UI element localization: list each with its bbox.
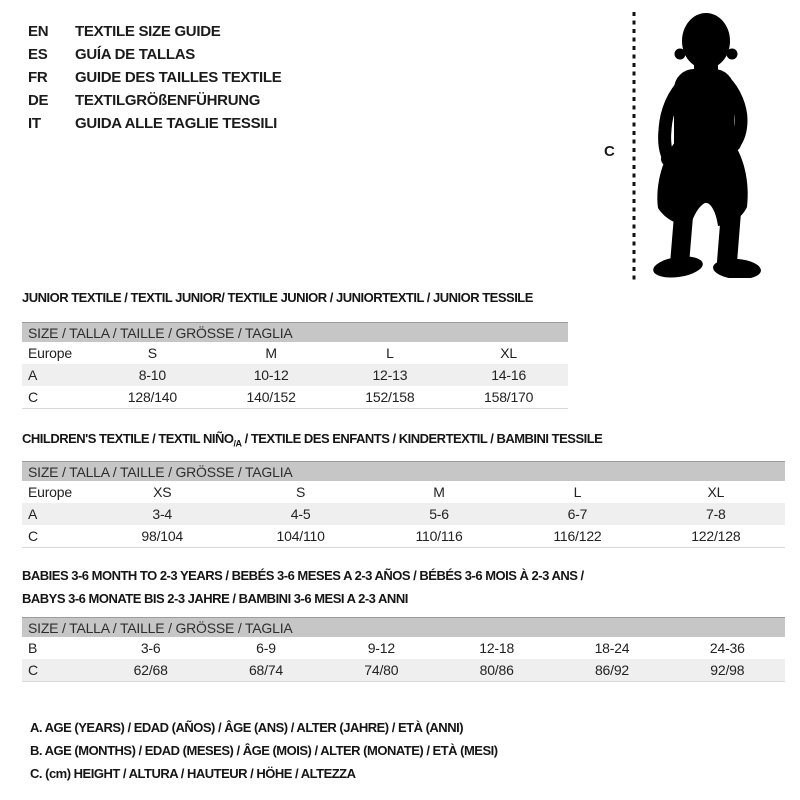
language-row [28, 112, 281, 135]
table-row [22, 637, 785, 659]
babies-size-bar: SIZE / TALLA / TAILLE / GRÖSSE / TAGLIA [22, 617, 785, 637]
language-row [28, 89, 281, 112]
table-row [22, 342, 568, 364]
row-label: C [28, 528, 38, 544]
row-label: Europe [28, 484, 72, 500]
baby-silhouette-icon [644, 12, 768, 278]
size-cell: XL [500, 345, 517, 361]
size-cell: 9-12 [367, 640, 395, 656]
size-cell: XL [707, 484, 725, 500]
size-cell: 116/122 [553, 528, 602, 544]
size-cell: L [573, 484, 582, 500]
size-cell: 68/74 [248, 662, 284, 678]
language-title: GUIDE DES TAILLES TEXTILE [75, 69, 282, 86]
size-cell: 104/110 [276, 528, 325, 544]
size-cell: 3-6 [140, 640, 161, 656]
language-row [28, 20, 281, 43]
measure-label-c: C [604, 143, 615, 160]
size-cell: 140/152 [246, 389, 296, 405]
language-title: GUIDA ALLE TAGLIE TESSILI [75, 115, 277, 132]
size-cell: M [433, 484, 445, 500]
junior-section-heading: JUNIOR TEXTILE / TEXTIL JUNIOR/ TEXTILE JUNIOR / JUNIORTEXTIL / JUNIOR TESSILE [22, 290, 533, 305]
children-section-heading [22, 430, 602, 453]
language-code: DE [28, 92, 49, 109]
height-measure-dashed-line [631, 12, 637, 280]
children-size-bar: SIZE / TALLA / TAILLE / GRÖSSE / TAGLIA [22, 461, 785, 481]
size-cell: 80/86 [479, 662, 514, 678]
size-cell: 158/170 [484, 389, 534, 405]
size-cell: 3-4 [152, 506, 173, 522]
size-cell: M [265, 345, 277, 361]
table-row [22, 364, 568, 386]
measure-legend [30, 716, 498, 785]
size-cell: 24-36 [709, 640, 745, 656]
babies-heading-line2: BABYS 3-6 MONATE BIS 2-3 JAHRE / BAMBINI 3-6 MESI A 2-3 ANNI [22, 591, 408, 606]
junior-size-bar: SIZE / TALLA / TAILLE / GRÖSSE / TAGLIA [22, 322, 568, 342]
row-label: B [28, 640, 38, 656]
size-cell: 122/128 [691, 528, 741, 544]
row-label: C [28, 389, 38, 405]
size-cell: 74/80 [364, 662, 399, 678]
size-cell: 5-6 [429, 506, 449, 522]
language-row [28, 43, 281, 66]
children-heading-post: / TEXTILE DES ENFANTS / KINDERTEXTIL / BAMBINI TESSILE [241, 431, 603, 446]
language-code: IT [28, 115, 41, 132]
language-code: EN [28, 23, 49, 40]
language-code: FR [28, 69, 48, 86]
size-cell: 10-12 [253, 367, 289, 383]
size-cell: 4-5 [290, 506, 311, 522]
language-title: TEXTILE SIZE GUIDE [75, 23, 221, 40]
size-cell: 98/104 [141, 528, 184, 544]
children-heading-pre: CHILDREN'S TEXTILE / TEXTIL NIÑO [22, 431, 234, 446]
size-cell: 7-8 [706, 506, 726, 522]
language-list [28, 20, 281, 135]
language-row [28, 66, 281, 89]
babies-size-table [22, 617, 785, 682]
size-cell: 110/116 [415, 528, 463, 544]
height-figure [600, 10, 792, 295]
size-cell: 152/158 [365, 389, 415, 405]
size-cell: 92/98 [710, 662, 745, 678]
children-size-table [22, 461, 785, 548]
language-title: TEXTILGRÖßENFÜHRUNG [75, 92, 261, 109]
size-cell: 6-7 [567, 506, 588, 522]
size-cell: 12-13 [372, 367, 408, 383]
size-cell: S [147, 345, 157, 361]
table-row [22, 659, 785, 681]
size-cell: 18-24 [594, 640, 630, 656]
babies-section-heading [22, 567, 584, 613]
size-cell: S [296, 484, 306, 500]
junior-size-table [22, 322, 568, 409]
size-cell: L [386, 345, 394, 361]
size-cell: 14-16 [491, 367, 527, 383]
legend-line-c: C. (cm) HEIGHT / ALTURA / HAUTEUR / HÖHE / ALTEZZA [30, 766, 356, 781]
row-label: C [28, 662, 38, 678]
size-cell: 8-10 [138, 367, 166, 383]
table-row [22, 386, 568, 408]
size-cell: 128/140 [127, 389, 177, 405]
size-cell: 12-18 [479, 640, 515, 656]
table-row [22, 503, 785, 525]
table-row [22, 481, 785, 503]
table-row [22, 525, 785, 547]
size-cell: 86/92 [594, 662, 629, 678]
row-label: A [28, 367, 38, 383]
children-heading-sub: /A [233, 438, 242, 449]
legend-line-b: B. AGE (MONTHS) / EDAD (MESES) / ÂGE (MOIS) / ALTER (MONATE) / ETÀ (MESI) [30, 743, 498, 758]
row-label: Europe [28, 345, 72, 361]
language-title: GUÍA DE TALLAS [75, 46, 195, 63]
size-cell: 62/68 [133, 662, 168, 678]
row-label: A [28, 506, 38, 522]
babies-heading-line1: BABIES 3-6 MONTH TO 2-3 YEARS / BEBÉS 3-6 MESES A 2-3 AÑOS / BÉBÉS 3-6 MOIS À 2-3 ANS / [22, 568, 584, 583]
legend-line-a: A. AGE (YEARS) / EDAD (AÑOS) / ÂGE (ANS) / ALTER (JAHRE) / ETÀ (ANNI) [30, 720, 464, 735]
language-code: ES [28, 46, 48, 63]
size-cell: XS [153, 484, 172, 500]
size-cell: 6-9 [256, 640, 276, 656]
